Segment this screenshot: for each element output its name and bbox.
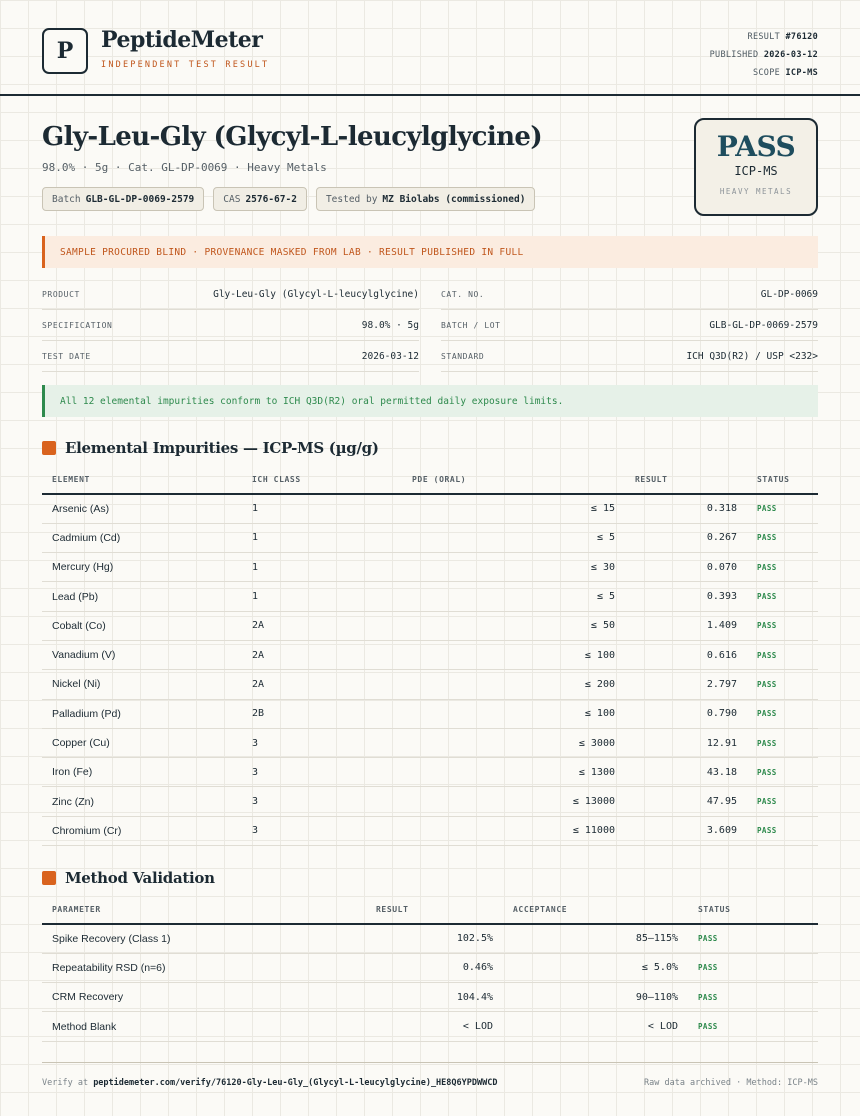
table-row	[42, 953, 818, 982]
table-header-row	[42, 466, 818, 494]
ich-class: 3	[242, 816, 402, 845]
parameter-name: Repeatability RSD (n=6)	[42, 953, 366, 982]
col-acceptance: ACCEPTANCE	[503, 896, 688, 924]
result-value: 1.409	[625, 611, 747, 640]
validation-table	[42, 896, 818, 1042]
table-row	[42, 787, 818, 816]
ich-class: 3	[242, 787, 402, 816]
cas-chip: CAS 2576-67-2	[213, 187, 307, 211]
impurities-table	[42, 466, 818, 846]
ich-class: 3	[242, 728, 402, 757]
table-row	[42, 640, 818, 669]
status-badge: PASS	[747, 728, 818, 757]
status-badge: PASS	[688, 1012, 818, 1041]
element-name: Mercury (Hg)	[42, 553, 242, 582]
stamp-category: HEAVY METALS	[719, 187, 793, 196]
result-value: 0.393	[625, 582, 747, 611]
acceptance-range: ≤ 5.0%	[503, 953, 688, 982]
conformance-note: All 12 elemental impurities conform to ICH Q3D(R2) oral permitted daily exposure limits.	[42, 385, 818, 417]
report-header	[0, 0, 860, 96]
acceptance-range: 85–115%	[503, 924, 688, 953]
status-badge: PASS	[688, 924, 818, 953]
result-value: 104.4%	[366, 983, 503, 1012]
table-header-row	[42, 896, 818, 924]
info-row	[42, 280, 818, 311]
ich-class: 1	[242, 553, 402, 582]
logo-mark: P	[42, 28, 88, 74]
status-badge: PASS	[747, 582, 818, 611]
result-value: 2.797	[625, 670, 747, 699]
result-value: 102.5%	[366, 924, 503, 953]
table-row	[42, 670, 818, 699]
result-value: 47.95	[625, 787, 747, 816]
impurities-section-heading: Elemental Impurities — ICP-MS (µg/g)	[42, 439, 379, 457]
col-ich-class: ICH CLASS	[242, 466, 402, 494]
result-value: 0.318	[625, 494, 747, 523]
table-row	[42, 1012, 818, 1041]
pde-limit: ≤ 5	[402, 582, 625, 611]
status-badge: PASS	[747, 758, 818, 787]
element-name: Iron (Fe)	[42, 758, 242, 787]
status-badge: PASS	[747, 816, 818, 845]
product-chips	[42, 187, 535, 211]
table-row	[42, 582, 818, 611]
meta-scope: SCOPE ICP-MS	[752, 68, 818, 78]
element-name: Copper (Cu)	[42, 728, 242, 757]
table-row	[42, 728, 818, 757]
info-cat-no: CAT. NO. GL-DP-0069	[441, 280, 818, 310]
table-row	[42, 553, 818, 582]
ich-class: 1	[242, 582, 402, 611]
ich-class: 3	[242, 758, 402, 787]
status-badge: PASS	[747, 640, 818, 669]
status-badge: PASS	[747, 494, 818, 523]
info-product: PRODUCT Gly-Leu-Gly (Glycyl-L-leucylglycine)	[42, 280, 419, 310]
status-badge: PASS	[747, 699, 818, 728]
element-name: Zinc (Zn)	[42, 787, 242, 816]
element-name: Cadmium (Cd)	[42, 523, 242, 552]
table-row	[42, 494, 818, 523]
report-footer	[42, 1062, 818, 1102]
table-row	[42, 983, 818, 1012]
element-name: Vanadium (V)	[42, 640, 242, 669]
info-row	[42, 342, 818, 373]
element-name: Lead (Pb)	[42, 582, 242, 611]
pde-limit: ≤ 200	[402, 670, 625, 699]
pde-limit: ≤ 30	[402, 553, 625, 582]
table-row	[42, 816, 818, 845]
status-badge: PASS	[747, 611, 818, 640]
table-row	[42, 611, 818, 640]
status-badge: PASS	[688, 983, 818, 1012]
ich-class: 2A	[242, 670, 402, 699]
ich-class: 2A	[242, 640, 402, 669]
status-badge: PASS	[688, 953, 818, 982]
result-value: < LOD	[366, 1012, 503, 1041]
ich-class: 1	[242, 494, 402, 523]
col-element: ELEMENT	[42, 466, 242, 494]
table-row	[42, 758, 818, 787]
info-specification: SPECIFICATION 98.0% · 5g	[42, 311, 419, 341]
table-row	[42, 523, 818, 552]
section-marker-icon	[42, 441, 56, 455]
verify-link[interactable]: peptidemeter.com/verify/76120-Gly-Leu-Gly_(Glycyl-L-leucylglycine)_HE8Q6YPDWWCD	[93, 1077, 498, 1088]
pde-limit: ≤ 11000	[402, 816, 625, 845]
col-result: RESULT	[366, 896, 503, 924]
pde-limit: ≤ 1300	[402, 758, 625, 787]
meta-published: PUBLISHED 2026-03-12	[709, 50, 818, 60]
batch-chip: Batch GLB-GL-DP-0069-2579	[42, 187, 204, 211]
lab-chip: Tested by MZ Biolabs (commissioned)	[316, 187, 535, 211]
acceptance-range: 90–110%	[503, 983, 688, 1012]
result-value: 0.070	[625, 553, 747, 582]
verify-line: Verify at peptidemeter.com/verify/76120-Gly-Leu-Gly_(Glycyl-L-leucylglycine)_HE8Q6YPDWWCD	[42, 1077, 498, 1088]
element-name: Cobalt (Co)	[42, 611, 242, 640]
result-value: 0.267	[625, 523, 747, 552]
result-value: 0.616	[625, 640, 747, 669]
result-value: 0.46%	[366, 953, 503, 982]
product-subtitle: 98.0% · 5g · Cat. GL-DP-0069 · Heavy Metals	[42, 161, 327, 174]
section-marker-icon	[42, 871, 56, 885]
result-value: 3.609	[625, 816, 747, 845]
page-title: Gly-Leu-Gly (Glycyl-L-leucylglycine)	[42, 122, 543, 152]
blind-procurement-banner: SAMPLE PROCURED BLIND · PROVENANCE MASKED FROM LAB · RESULT PUBLISHED IN FULL	[42, 236, 818, 268]
parameter-name: Method Blank	[42, 1012, 366, 1041]
col-result: RESULT	[625, 466, 747, 494]
parameter-name: CRM Recovery	[42, 983, 366, 1012]
status-badge: PASS	[747, 553, 818, 582]
product-info-grid	[42, 280, 818, 373]
element-name: Nickel (Ni)	[42, 670, 242, 699]
element-name: Palladium (Pd)	[42, 699, 242, 728]
meta-result: RESULT #76120	[747, 32, 818, 42]
element-name: Arsenic (As)	[42, 494, 242, 523]
ich-class: 1	[242, 523, 402, 552]
status-badge: PASS	[747, 670, 818, 699]
pde-limit: ≤ 13000	[402, 787, 625, 816]
stamp-method: ICP-MS	[734, 164, 778, 178]
brand-tagline: INDEPENDENT TEST RESULT	[101, 60, 270, 70]
stamp-verdict: PASS	[716, 130, 796, 163]
col-status: STATUS	[747, 466, 818, 494]
info-batch-lot: BATCH / LOT GLB-GL-DP-0069-2579	[441, 311, 818, 341]
pass-stamp	[694, 118, 818, 216]
validation-section-heading: Method Validation	[42, 869, 215, 887]
table-row	[42, 699, 818, 728]
status-badge: PASS	[747, 787, 818, 816]
acceptance-range: < LOD	[503, 1012, 688, 1041]
col-parameter: PARAMETER	[42, 896, 366, 924]
pde-limit: ≤ 15	[402, 494, 625, 523]
parameter-name: Spike Recovery (Class 1)	[42, 924, 366, 953]
element-name: Chromium (Cr)	[42, 816, 242, 845]
info-standard: STANDARD ICH Q3D(R2) / USP <232>	[441, 342, 818, 372]
info-test-date: TEST DATE 2026-03-12	[42, 342, 419, 372]
pde-limit: ≤ 3000	[402, 728, 625, 757]
pde-limit: ≤ 5	[402, 523, 625, 552]
report-meta	[710, 28, 818, 82]
col-status: STATUS	[688, 896, 818, 924]
result-value: 43.18	[625, 758, 747, 787]
archive-note: Raw data archived · Method: ICP-MS	[644, 1077, 818, 1088]
result-value: 12.91	[625, 728, 747, 757]
pde-limit: ≤ 100	[402, 699, 625, 728]
info-row	[42, 311, 818, 342]
table-row	[42, 924, 818, 953]
pde-limit: ≤ 50	[402, 611, 625, 640]
pde-limit: ≤ 100	[402, 640, 625, 669]
ich-class: 2B	[242, 699, 402, 728]
brand-name[interactable]: PeptideMeter	[101, 27, 263, 53]
status-badge: PASS	[747, 523, 818, 552]
col-pde: PDE (ORAL)	[402, 466, 625, 494]
ich-class: 2A	[242, 611, 402, 640]
result-value: 0.790	[625, 699, 747, 728]
